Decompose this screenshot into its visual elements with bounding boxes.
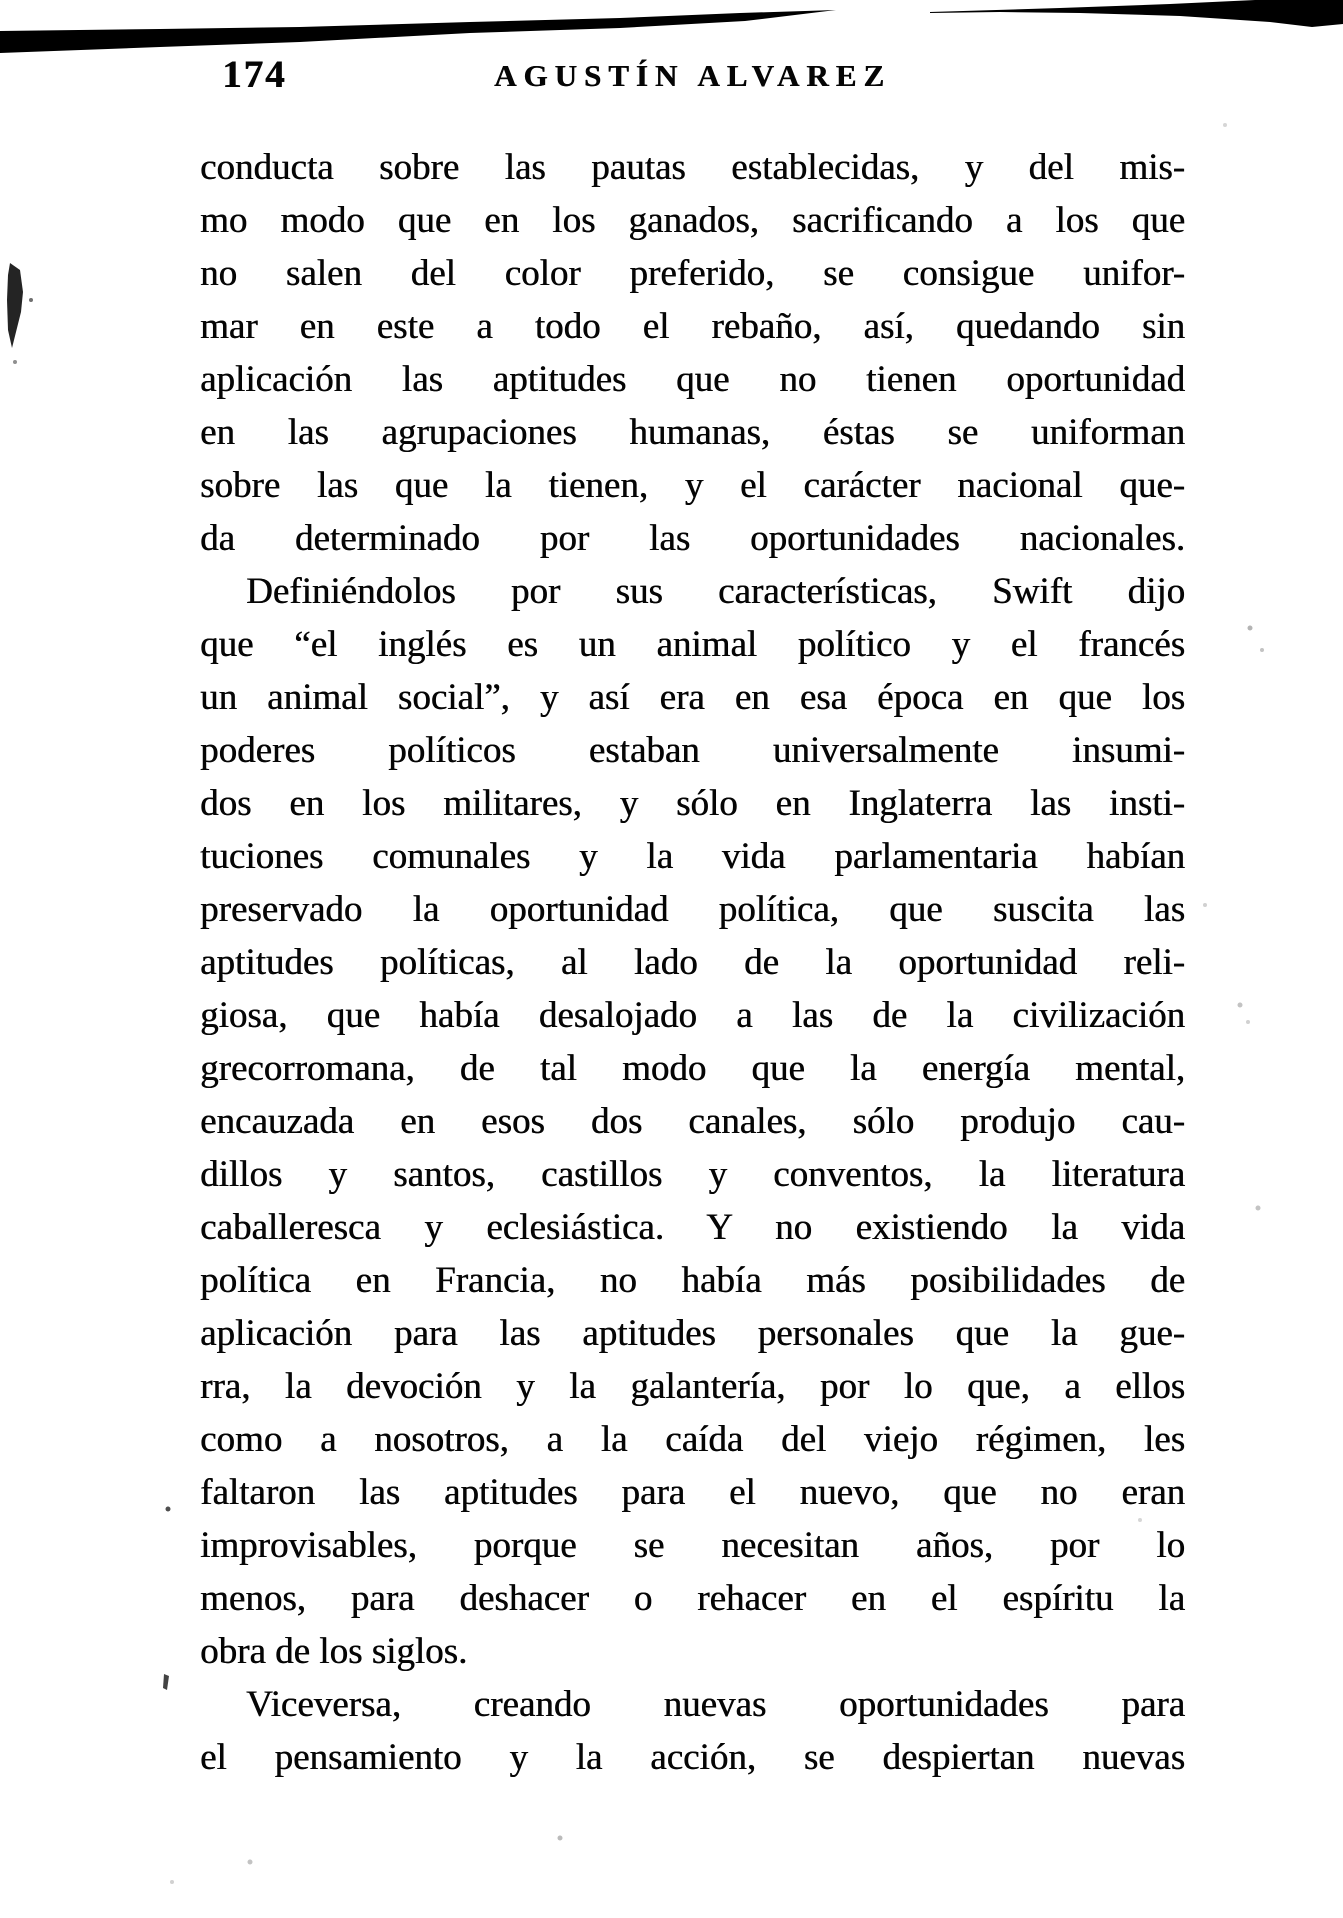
text-line: faltaron las aptitudes para el nuevo, que no eran — [200, 1472, 1185, 1513]
scan-artifact-left-smudge — [7, 263, 23, 348]
text-line: aplicación para las aptitudes personales que la gue- — [200, 1313, 1185, 1354]
text-line: grecorromana, de tal modo que la energía mental, — [200, 1048, 1185, 1089]
text-line: caballeresca y eclesiástica. Y no existiendo la vida — [200, 1207, 1185, 1248]
page-number: 174 — [222, 53, 287, 96]
text-line: no salen del color preferido, se consigue unifor- — [200, 253, 1185, 294]
text-line: un animal social”, y así era en esa época en que los — [200, 677, 1185, 718]
running-header: AGUSTÍN ALVAREZ — [493, 58, 892, 93]
text-line: da determinado por las oportunidades nacionales. — [200, 518, 1185, 559]
text-line: dillos y santos, castillos y conventos, la literatura — [200, 1154, 1185, 1195]
text-line: mo modo que en los ganados, sacrificando a los que — [200, 200, 1185, 241]
text-line: poderes políticos estaban universalmente insumi- — [200, 730, 1185, 771]
text-line: encauzada en esos dos canales, sólo produjo cau- — [200, 1101, 1185, 1142]
text-line: aptitudes políticas, al lado de la oportunidad reli- — [200, 942, 1185, 983]
text-line: Viceversa, creando nuevas oportunidades para — [246, 1684, 1185, 1725]
scan-artifact-top-left — [0, 10, 836, 53]
text-line: dos en los militares, y sólo en Inglaterra las insti- — [200, 783, 1185, 824]
text-line: giosa, que había desalojado a las de la civilización — [200, 995, 1185, 1036]
text-line: rra, la devoción y la galantería, por lo que, a ellos — [200, 1366, 1185, 1407]
text-line: preservado la oportunidad política, que suscita las — [200, 889, 1185, 930]
text-line: sobre las que la tienen, y el carácter nacional que- — [200, 465, 1185, 506]
text-line: el pensamiento y la acción, se despiertan nuevas — [200, 1737, 1185, 1778]
text-line: política en Francia, no había más posibilidades de — [200, 1260, 1185, 1301]
text-line: improvisables, porque se necesitan años, por lo — [200, 1525, 1185, 1566]
text-line: Definiéndolos por sus características, Swift dijo — [246, 571, 1185, 612]
body-text — [200, 141, 1185, 1784]
text-line: tuciones comunales y la vida parlamentaria habían — [200, 836, 1185, 877]
text-line: menos, para deshacer o rehacer en el espíritu la — [200, 1578, 1185, 1619]
text-line: que “el inglés es un animal político y el francés — [200, 624, 1185, 665]
scan-artifact-tick — [163, 1674, 169, 1690]
text-line: mar en este a todo el rebaño, así, quedando sin — [200, 306, 1185, 347]
text-line: aplicación las aptitudes que no tienen oportunidad — [200, 359, 1185, 400]
text-line: en las agrupaciones humanas, éstas se uniforman — [200, 412, 1185, 453]
text-line: conducta sobre las pautas establecidas, y del mis- — [200, 147, 1185, 188]
scan-artifact-top-right — [930, 0, 1343, 27]
text-line: como a nosotros, a la caída del viejo régimen, les — [200, 1419, 1185, 1460]
text-line: obra de los siglos. — [200, 1631, 468, 1672]
